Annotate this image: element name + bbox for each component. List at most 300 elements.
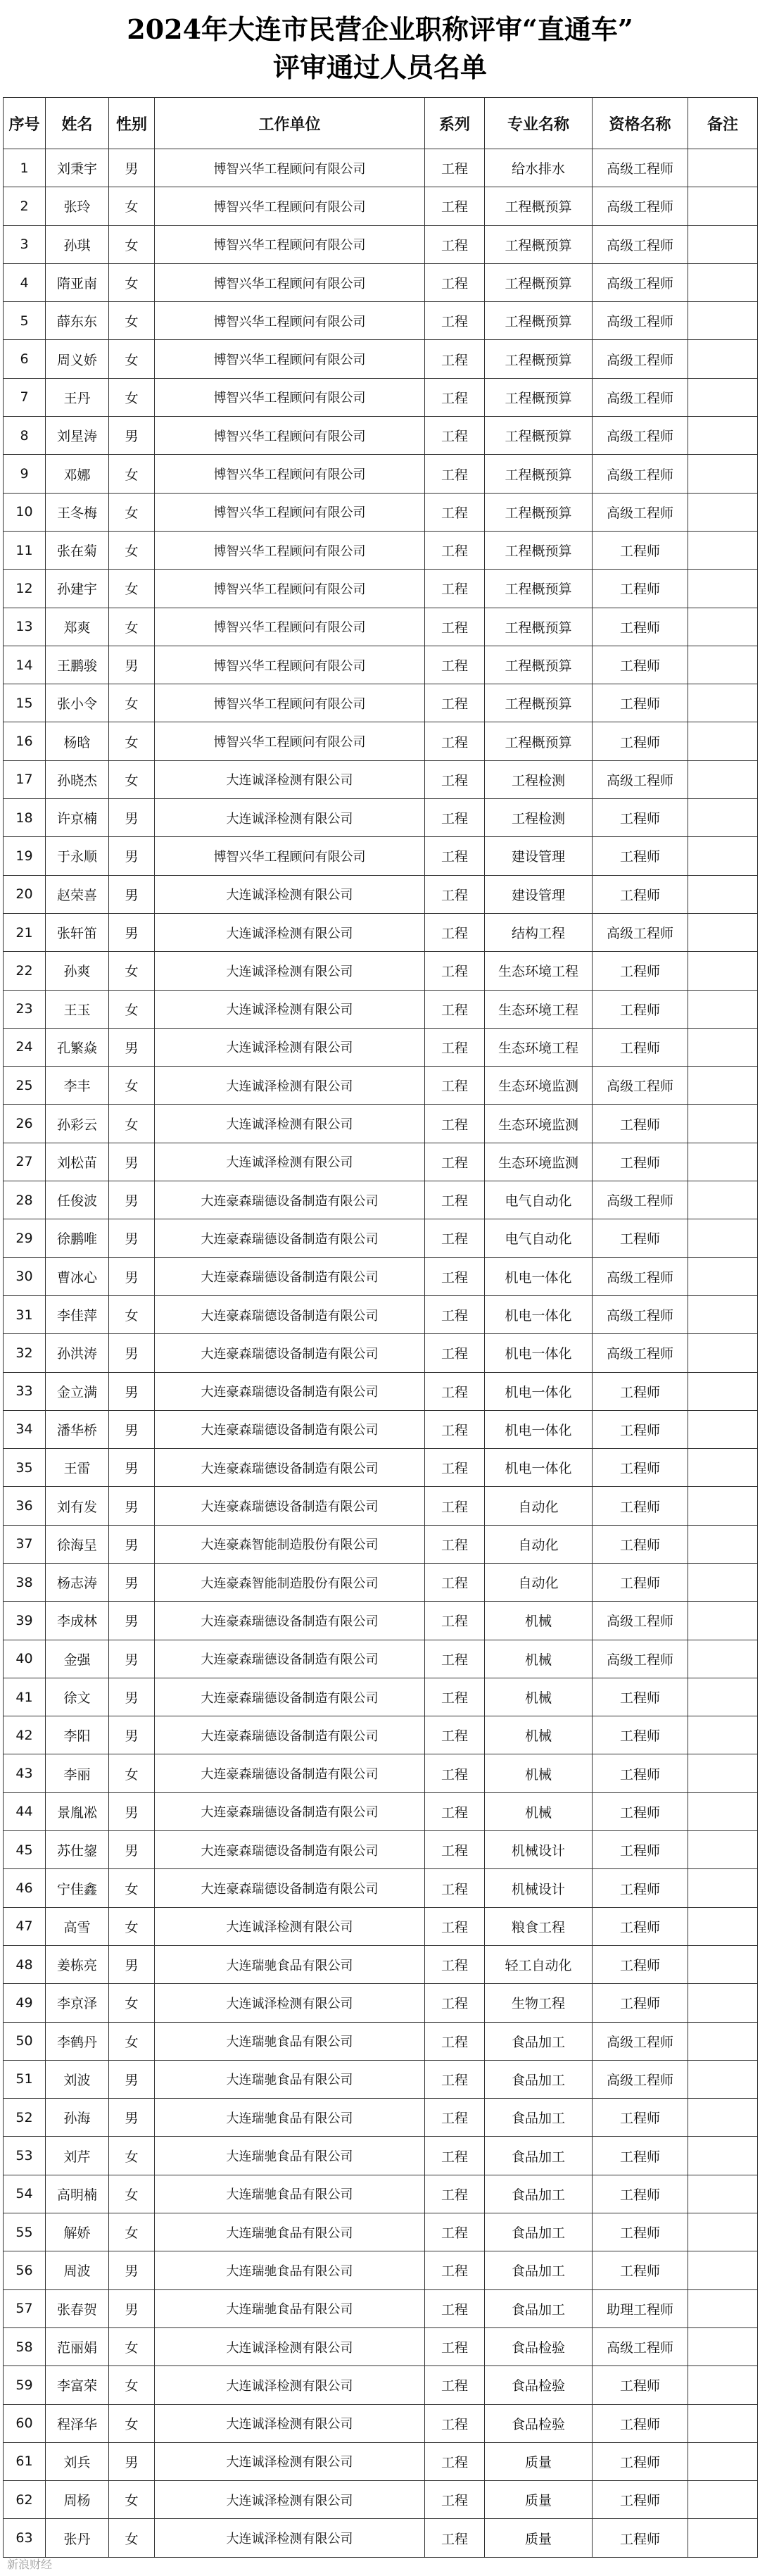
cell-name: 刘波 [46,2060,109,2098]
cell-remarks [688,2366,758,2404]
cell-gender: 男 [109,837,155,875]
cell-employer: 大连诚泽检测有限公司 [155,2327,425,2365]
cell-name: 杨晗 [46,722,109,760]
cell-qualification: 高级工程师 [593,760,688,798]
cell-gender: 女 [109,2404,155,2442]
cell-name: 李阳 [46,1716,109,1754]
cell-qualification: 工程师 [593,2137,688,2175]
cell-remarks [688,1754,758,1792]
cell-specialty: 工程概预算 [485,684,593,722]
cell-series: 工程 [425,2327,485,2365]
cell-employer: 大连豪森瑞德设备制造有限公司 [155,1831,425,1869]
table-row [4,2137,758,2175]
cell-index: 49 [4,1984,46,2022]
cell-gender: 男 [109,1181,155,1219]
table-row [4,263,758,301]
cell-index: 2 [4,187,46,225]
cell-qualification: 高级工程师 [593,263,688,301]
cell-employer: 大连瑞驰食品有限公司 [155,2175,425,2213]
cell-remarks [688,1105,758,1143]
cell-series: 工程 [425,608,485,646]
cell-series: 工程 [425,1487,485,1525]
table-row [4,2519,758,2557]
cell-index: 46 [4,1869,46,1907]
table-row [4,1067,758,1105]
cell-index: 59 [4,2366,46,2404]
cell-name: 李富荣 [46,2366,109,2404]
cell-remarks [688,646,758,684]
table-row [4,2022,758,2060]
cell-remarks [688,722,758,760]
cell-employer: 博智兴华工程顾问有限公司 [155,149,425,187]
cell-remarks [688,913,758,951]
cell-index: 61 [4,2442,46,2480]
cell-remarks [688,2137,758,2175]
cell-employer: 大连诚泽检测有限公司 [155,2481,425,2519]
cell-qualification: 工程师 [593,2099,688,2137]
cell-qualification: 工程师 [593,1716,688,1754]
cell-remarks [688,2519,758,2557]
cell-series: 工程 [425,2175,485,2213]
cell-series: 工程 [425,1602,485,1640]
cell-remarks [688,1602,758,1640]
cell-name: 张丹 [46,2519,109,2557]
table-row [4,531,758,569]
cell-index: 52 [4,2099,46,2137]
cell-series: 工程 [425,302,485,340]
cell-employer: 大连诚泽检测有限公司 [155,990,425,1028]
cell-employer: 大连诚泽检测有限公司 [155,1143,425,1181]
cell-series: 工程 [425,1563,485,1601]
cell-series: 工程 [425,990,485,1028]
cell-index: 34 [4,1410,46,1448]
cell-employer: 大连诚泽检测有限公司 [155,1984,425,2022]
cell-specialty: 食品检验 [485,2327,593,2365]
cell-series: 工程 [425,1678,485,1716]
cell-qualification: 工程师 [593,2404,688,2442]
table-row [4,1869,758,1907]
cell-gender: 男 [109,1716,155,1754]
cell-gender: 男 [109,1945,155,1983]
table-row [4,2404,758,2442]
cell-series: 工程 [425,2481,485,2519]
cell-series: 工程 [425,2442,485,2480]
cell-employer: 大连诚泽检测有限公司 [155,2442,425,2480]
cell-gender: 女 [109,225,155,263]
cell-gender: 男 [109,2099,155,2137]
cell-index: 10 [4,493,46,531]
cell-name: 李鹤丹 [46,2022,109,2060]
cell-employer: 大连豪森瑞德设备制造有限公司 [155,1372,425,1410]
cell-name: 高明楠 [46,2175,109,2213]
cell-remarks [688,684,758,722]
cell-name: 孙晓杰 [46,760,109,798]
cell-employer: 博智兴华工程顾问有限公司 [155,646,425,684]
watermark: 新浪财经 [7,2558,53,2571]
header-series: 系列 [425,98,485,149]
cell-gender: 女 [109,2327,155,2365]
cell-gender: 女 [109,760,155,798]
cell-remarks [688,875,758,913]
cell-remarks [688,1295,758,1333]
table-row [4,493,758,531]
cell-name: 王鹏骏 [46,646,109,684]
cell-name: 孙琪 [46,225,109,263]
cell-index: 33 [4,1372,46,1410]
table-row [4,2289,758,2327]
cell-qualification: 高级工程师 [593,455,688,493]
table-row [4,1563,758,1601]
table-row [4,1105,758,1143]
table-row [4,1678,758,1716]
cell-qualification: 工程师 [593,608,688,646]
table-row [4,1945,758,1983]
cell-gender: 男 [109,1257,155,1295]
cell-index: 7 [4,378,46,416]
cell-name: 赵荣喜 [46,875,109,913]
cell-qualification: 工程师 [593,2213,688,2251]
table-row [4,1754,758,1792]
cell-gender: 女 [109,1869,155,1907]
cell-gender: 男 [109,1831,155,1869]
cell-qualification: 工程师 [593,1028,688,1066]
cell-qualification: 工程师 [593,1945,688,1983]
cell-remarks [688,1410,758,1448]
table-row [4,225,758,263]
cell-index: 50 [4,2022,46,2060]
cell-name: 张在菊 [46,531,109,569]
cell-employer: 博智兴华工程顾问有限公司 [155,417,425,455]
cell-name: 徐海呈 [46,1525,109,1563]
cell-name: 范丽娟 [46,2327,109,2365]
cell-remarks [688,1792,758,1830]
cell-specialty: 机械 [485,1754,593,1792]
cell-specialty: 食品加工 [485,2060,593,2098]
cell-name: 李丰 [46,1067,109,1105]
cell-employer: 大连瑞驰食品有限公司 [155,2022,425,2060]
cell-qualification: 工程师 [593,570,688,608]
cell-specialty: 质量 [485,2442,593,2480]
cell-remarks [688,2099,758,2137]
cell-series: 工程 [425,1640,485,1678]
cell-qualification: 工程师 [593,1792,688,1830]
cell-series: 工程 [425,1334,485,1372]
cell-specialty: 工程概预算 [485,570,593,608]
cell-name: 孙彩云 [46,1105,109,1143]
cell-qualification: 工程师 [593,1984,688,2022]
cell-specialty: 粮食工程 [485,1907,593,1945]
cell-index: 62 [4,2481,46,2519]
cell-remarks [688,340,758,378]
title-line-2: 评审通过人员名单 [272,51,487,83]
cell-index: 19 [4,837,46,875]
cell-employer: 博智兴华工程顾问有限公司 [155,493,425,531]
cell-specialty: 轻工自动化 [485,1945,593,1983]
cell-employer: 大连豪森瑞德设备制造有限公司 [155,1602,425,1640]
cell-gender: 男 [109,1334,155,1372]
table-row [4,2175,758,2213]
cell-qualification: 工程师 [593,2519,688,2557]
cell-gender: 女 [109,187,155,225]
cell-series: 工程 [425,722,485,760]
cell-specialty: 机械 [485,1602,593,1640]
table-row [4,2099,758,2137]
cell-remarks [688,1984,758,2022]
cell-name: 徐文 [46,1678,109,1716]
cell-specialty: 机电一体化 [485,1295,593,1333]
table-header-row [4,98,758,149]
table-row [4,684,758,722]
cell-index: 22 [4,952,46,990]
cell-index: 27 [4,1143,46,1181]
cell-qualification: 高级工程师 [593,302,688,340]
cell-name: 于永顺 [46,837,109,875]
cell-qualification: 工程师 [593,646,688,684]
cell-gender: 男 [109,1563,155,1601]
cell-gender: 女 [109,340,155,378]
cell-series: 工程 [425,1716,485,1754]
cell-qualification: 工程师 [593,2251,688,2289]
cell-specialty: 食品加工 [485,2289,593,2327]
cell-series: 工程 [425,1869,485,1907]
cell-series: 工程 [425,1372,485,1410]
cell-employer: 大连豪森瑞德设备制造有限公司 [155,1334,425,1372]
cell-index: 17 [4,760,46,798]
cell-gender: 女 [109,302,155,340]
cell-specialty: 生态环境监测 [485,1105,593,1143]
cell-specialty: 机电一体化 [485,1372,593,1410]
header-name: 姓名 [46,98,109,149]
cell-index: 37 [4,1525,46,1563]
cell-qualification: 高级工程师 [593,1640,688,1678]
cell-remarks [688,2175,758,2213]
table-row [4,837,758,875]
table-row [4,1525,758,1563]
cell-remarks [688,2289,758,2327]
cell-qualification: 高级工程师 [593,913,688,951]
cell-specialty: 给水排水 [485,149,593,187]
cell-index: 43 [4,1754,46,1792]
table-row [4,1334,758,1372]
cell-series: 工程 [425,340,485,378]
cell-specialty: 工程概预算 [485,455,593,493]
cell-gender: 男 [109,1525,155,1563]
cell-remarks [688,1869,758,1907]
cell-remarks [688,455,758,493]
cell-series: 工程 [425,455,485,493]
cell-gender: 女 [109,1105,155,1143]
header-gender: 性别 [109,98,155,149]
cell-series: 工程 [425,2060,485,2098]
cell-index: 38 [4,1563,46,1601]
cell-remarks [688,2022,758,2060]
cell-name: 潘华桥 [46,1410,109,1448]
table-row [4,2366,758,2404]
cell-specialty: 结构工程 [485,913,593,951]
cell-employer: 大连瑞驰食品有限公司 [155,2060,425,2098]
cell-index: 6 [4,340,46,378]
cell-name: 周义娇 [46,340,109,378]
cell-specialty: 机械 [485,1678,593,1716]
cell-qualification: 工程师 [593,799,688,837]
cell-gender: 男 [109,1372,155,1410]
cell-index: 48 [4,1945,46,1983]
cell-employer: 大连豪森瑞德设备制造有限公司 [155,1869,425,1907]
cell-series: 工程 [425,417,485,455]
cell-remarks [688,225,758,263]
cell-series: 工程 [425,1219,485,1257]
cell-gender: 男 [109,2060,155,2098]
cell-specialty: 工程概预算 [485,187,593,225]
cell-series: 工程 [425,1295,485,1333]
cell-employer: 大连诚泽检测有限公司 [155,2519,425,2557]
cell-series: 工程 [425,2099,485,2137]
cell-employer: 博智兴华工程顾问有限公司 [155,340,425,378]
cell-name: 孙海 [46,2099,109,2137]
cell-index: 9 [4,455,46,493]
cell-specialty: 工程概预算 [485,417,593,455]
cell-remarks [688,608,758,646]
cell-employer: 大连诚泽检测有限公司 [155,875,425,913]
table-row [4,646,758,684]
cell-name: 孔繁焱 [46,1028,109,1066]
cell-gender: 女 [109,722,155,760]
cell-remarks [688,1372,758,1410]
cell-employer: 大连瑞驰食品有限公司 [155,1945,425,1983]
cell-series: 工程 [425,1945,485,1983]
cell-name: 周杨 [46,2481,109,2519]
cell-name: 孙建宇 [46,570,109,608]
cell-gender: 女 [109,2213,155,2251]
cell-name: 张玲 [46,187,109,225]
cell-series: 工程 [425,1410,485,1448]
cell-employer: 大连诚泽检测有限公司 [155,952,425,990]
table-row [4,2442,758,2480]
cell-qualification: 工程师 [593,1678,688,1716]
cell-series: 工程 [425,1525,485,1563]
cell-gender: 女 [109,1984,155,2022]
cell-employer: 大连诚泽检测有限公司 [155,799,425,837]
cell-employer: 大连豪森瑞德设备制造有限公司 [155,1716,425,1754]
table-row [4,1449,758,1487]
cell-series: 工程 [425,913,485,951]
cell-index: 15 [4,684,46,722]
cell-qualification: 高级工程师 [593,340,688,378]
table-body [4,149,758,2558]
cell-qualification: 助理工程师 [593,2289,688,2327]
cell-employer: 博智兴华工程顾问有限公司 [155,378,425,416]
cell-remarks [688,952,758,990]
cell-index: 44 [4,1792,46,1830]
cell-index: 51 [4,2060,46,2098]
cell-index: 60 [4,2404,46,2442]
cell-specialty: 食品加工 [485,2213,593,2251]
cell-specialty: 食品加工 [485,2251,593,2289]
table-row [4,149,758,187]
cell-specialty: 质量 [485,2481,593,2519]
cell-employer: 大连诚泽检测有限公司 [155,913,425,951]
cell-employer: 大连瑞驰食品有限公司 [155,2099,425,2137]
cell-remarks [688,1831,758,1869]
cell-gender: 女 [109,1295,155,1333]
cell-gender: 女 [109,1907,155,1945]
cell-index: 32 [4,1334,46,1372]
table-row [4,1295,758,1333]
cell-gender: 女 [109,2519,155,2557]
cell-gender: 女 [109,2366,155,2404]
cell-gender: 女 [109,990,155,1028]
table-row [4,1028,758,1066]
cell-remarks [688,837,758,875]
cell-name: 薛东东 [46,302,109,340]
cell-qualification: 工程师 [593,722,688,760]
cell-name: 高雪 [46,1907,109,1945]
table-row [4,608,758,646]
cell-remarks [688,1716,758,1754]
cell-remarks [688,187,758,225]
cell-index: 25 [4,1067,46,1105]
cell-remarks [688,1525,758,1563]
cell-remarks [688,2060,758,2098]
table-row [4,1410,758,1448]
cell-index: 4 [4,263,46,301]
cell-specialty: 生态环境监测 [485,1067,593,1105]
cell-employer: 大连诚泽检测有限公司 [155,1067,425,1105]
cell-index: 11 [4,531,46,569]
cell-series: 工程 [425,378,485,416]
cell-specialty: 工程概预算 [485,531,593,569]
cell-specialty: 机电一体化 [485,1410,593,1448]
cell-specialty: 机电一体化 [485,1257,593,1295]
table-row [4,1984,758,2022]
cell-remarks [688,1563,758,1601]
table-row [4,1372,758,1410]
cell-index: 54 [4,2175,46,2213]
cell-name: 张小令 [46,684,109,722]
cell-remarks [688,760,758,798]
cell-qualification: 工程师 [593,1219,688,1257]
cell-qualification: 高级工程师 [593,378,688,416]
table-row [4,187,758,225]
cell-employer: 大连诚泽检测有限公司 [155,1028,425,1066]
cell-remarks [688,1181,758,1219]
cell-index: 55 [4,2213,46,2251]
cell-index: 63 [4,2519,46,2557]
cell-remarks [688,2442,758,2480]
cell-specialty: 机电一体化 [485,1449,593,1487]
cell-name: 任俊波 [46,1181,109,1219]
cell-employer: 大连瑞驰食品有限公司 [155,2213,425,2251]
cell-remarks [688,1487,758,1525]
cell-specialty: 自动化 [485,1563,593,1601]
cell-employer: 大连豪森瑞德设备制造有限公司 [155,1640,425,1678]
cell-gender: 男 [109,2442,155,2480]
cell-series: 工程 [425,1907,485,1945]
cell-employer: 大连豪森瑞德设备制造有限公司 [155,1754,425,1792]
title-line-1: 2024年大连市民营企业职称评审“直通车” [127,13,633,45]
cell-remarks [688,1449,758,1487]
cell-series: 工程 [425,1831,485,1869]
cell-specialty: 食品检验 [485,2404,593,2442]
cell-gender: 男 [109,417,155,455]
cell-gender: 男 [109,1449,155,1487]
cell-series: 工程 [425,1067,485,1105]
cell-remarks [688,1945,758,1983]
cell-remarks [688,799,758,837]
header-qualification: 资格名称 [593,98,688,149]
cell-remarks [688,1067,758,1105]
cell-specialty: 食品加工 [485,2137,593,2175]
